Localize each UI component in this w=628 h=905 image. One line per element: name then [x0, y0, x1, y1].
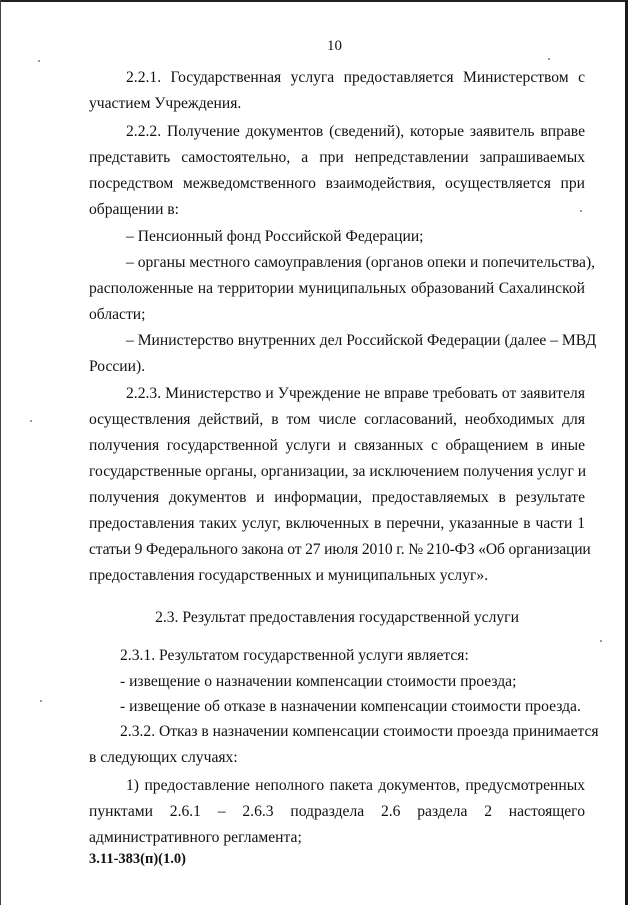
- paragraph-line: осуществления действий, в том числе согласований, необходимых для: [89, 411, 585, 428]
- list-item: – Пенсионный фонд Российской Федерации;: [126, 228, 424, 245]
- page-number: 10: [327, 38, 342, 54]
- list-item: - извещение об отказе в назначении компенсации стоимости проезда.: [120, 698, 581, 715]
- paragraph-line: предоставления таких услуг, включенных в перечни, указанные в части 1: [89, 515, 585, 532]
- paragraph-line: участием Учреждения.: [89, 95, 242, 112]
- scan-speck: [40, 700, 42, 702]
- paragraph-line: статьи 9 Федерального закона от 27 июля 2010 г. № 210-ФЗ «Об организации: [89, 541, 591, 558]
- scan-edge-left: [0, 0, 1, 905]
- paragraph-line: посредством межведомственного взаимодействия, осуществляется при: [89, 175, 585, 192]
- document-code: 3.11-383(п)(1.0): [89, 851, 186, 867]
- scan-speck: [600, 640, 602, 642]
- section-heading: 2.3. Результат предоставления государственной услуги: [155, 609, 519, 626]
- paragraph-line: административного регламента;: [89, 829, 302, 846]
- list-item: 1) предоставление неполного пакета документов, предусмотренных: [126, 777, 585, 794]
- scan-speck: [580, 210, 582, 212]
- paragraph-line: 2.2.2. Получение документов (сведений), которые заявитель вправе: [126, 123, 585, 140]
- scan-speck: [30, 420, 32, 422]
- paragraph-line: представить самостоятельно, а при непредставлении запрашиваемых: [89, 149, 585, 166]
- paragraph-line: 2.3.1. Результатом государственной услуги является:: [120, 647, 469, 664]
- scan-speck: [38, 60, 40, 62]
- paragraph-line: 2.2.3. Министерство и Учреждение не вправе требовать от заявителя: [126, 385, 585, 402]
- list-item: – органы местного самоуправления (органов опеки и попечительства),: [126, 254, 596, 271]
- scan-speck: [548, 58, 550, 60]
- scan-edge-top: [0, 0, 628, 2]
- paragraph-line: 2.2.1. Государственная услуга предоставляется Министерством с: [126, 69, 585, 86]
- paragraph-line: России).: [89, 358, 146, 375]
- paragraph-line: в следующих случаях:: [89, 749, 238, 766]
- list-item: - извещение о назначении компенсации стоимости проезда;: [120, 673, 517, 690]
- paragraph-line: пунктами 2.6.1 – 2.6.3 подраздела 2.6 раздела 2 настоящего: [89, 803, 585, 820]
- paragraph-line: предоставления государственных и муниципальных услуг».: [89, 567, 489, 584]
- paragraph-line: обращении в:: [89, 201, 180, 218]
- list-item: – Министерство внутренних дел Российской Федерации (далее – МВД: [126, 332, 597, 349]
- paragraph-line: получения документов и информации, предоставляемых в результате: [89, 489, 585, 506]
- paragraph-line: 2.3.2. Отказ в назначении компенсации стоимости проезда принимается: [120, 723, 599, 740]
- paragraph-line: области;: [89, 306, 146, 323]
- paragraph-line: получения государственной услуги и связанных с обращением в иные: [89, 437, 585, 454]
- paragraph-line: государственные органы, организации, за исключением получения услуг и: [89, 463, 587, 480]
- paragraph-line: расположенные на территории муниципальных образований Сахалинской: [89, 280, 585, 297]
